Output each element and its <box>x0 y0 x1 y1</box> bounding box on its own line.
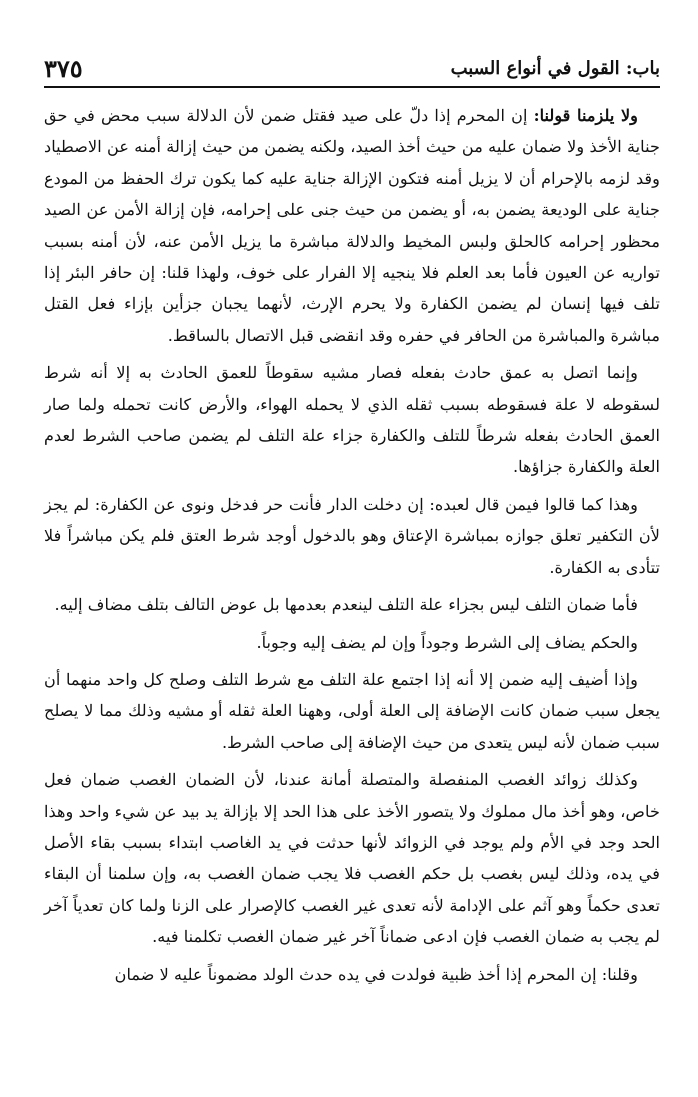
paragraph <box>44 764 660 952</box>
page-number: ٣٧٥ <box>44 54 83 83</box>
running-title: باب: القول في أنواع السبب <box>450 58 660 79</box>
paragraph-text: وهذا كما قالوا فيمن قال لعبده: إن دخلت الدار فأنت حر فدخل ونوى عن الكفارة: لم يجز لأن التكفير تعلق جوازه بمباشرة الإعتاق وهو بالدخول أوجد شرط العتق فلم يكن مباشراً فلا تتأدى به الكفارة. <box>44 494 660 577</box>
paragraph-text: وإنما اتصل به عمق حادث بفعله فصار مشيه سقوطاً للعمق الحادث به إلا أنه شرط لسقوطه لا علة فسقوطه بسبب ثقله الذي لا يحمله الهواء، والأرض كانت تحمله ولما صار العمق الحادث بفعله شرطاً للتلف والكفارة جزاء علة التلف لم يضمن صاحب الشرط لعدم العلة والكفارة جزاؤها. <box>44 363 660 477</box>
header-rule <box>44 86 660 88</box>
paragraph-text: والحكم يضاف إلى الشرط وجوداً وإن لم يضف إليه وجوباً. <box>256 632 638 652</box>
page-header <box>44 48 660 88</box>
book-page <box>44 48 660 1077</box>
body-text <box>44 100 660 990</box>
paragraph-text: وقلنا: إن المحرم إذا أخذ ظبية فولدت في يده حدث الولد مضموناً عليه لا ضمان <box>114 964 638 984</box>
paragraph <box>44 627 660 658</box>
paragraph-lead: ولا يلزمنا قولنا: <box>533 106 638 125</box>
paragraph <box>44 357 660 483</box>
paragraph-text: إن المحرم إذا دلّ على صيد فقتل ضمن لأن الدلالة سبب محض في حق جناية الأخذ ولا ضمان عليه من حيث أخذ الصيد، ولكنه يضمن من حيث إزالة أمنه عن الاصطياد وقد لزمه بالإحرام أن لا يزيل أمنه فتكون الإزالة جناية عليه كما يكون ترك الحفظ من المودع جناية على الوديعة يضمن به، أو يضمن من حيث جنى على إحرامه، فإن إزالة الأمن عن الصيد محظور إحرامه كالحلق ولبس المخيط والدلالة مباشرة ما يزيل الأمن عنه، لأن أمنه بسبب تواريه عن العيون فأما بعد العلم فلا ينجيه إلا الفرار على خوف، ولهذا قلنا: إن حافر البئر إذا تلف فيها إنسان لم يضمن الكفارة ولا يحرم الإرث، لأنهما يجبان جزأين بإزاء فعل القتل مباشرة والمباشرة من الحافر في حفره وقد انقضى قبل الاتصال بالساقط. <box>44 106 660 345</box>
paragraph <box>44 959 660 990</box>
paragraph <box>44 664 660 758</box>
paragraph-text: وكذلك زوائد الغصب المنفصلة والمتصلة أمانة عندنا، لأن الضمان الغصب ضمان فعل خاص، وهو أخذ مال مملوك ولا يتصور الأخذ على هذا الحد إلا بإزالة يد بيد عن شيء واحد وهذا الحد وجد في الأم ولم يوجد في الزوائد لأنها حدثت في يد الغاصب ابتداء بسبب بقاء الأصل في يده، وذلك ليس بغصب بل حكم الغصب فلا يجب ضمان الغصب به، وإن سلمنا أن البقاء تعدى حكماً وهو آثم على الإدامة لأنه تعدى غير الغصب كالإصرار على الزنا ولما كان تعدياً آخر لم يجب به ضمان الغصب فإن ادعى ضماناً آخر غير ضمان الغصب تكلمنا فيه. <box>44 770 660 947</box>
paragraph-text: وإذا أضيف إليه ضمن إلا أنه إذا اجتمع علة التلف مع شرط التلف وصلح كل واحد منهما أن يجعل سبب ضمان كانت الإضافة إلى العلة أولى، وههنا العلة ثقله أو مشيه وذلك مما لا يصلح سبب ضمان لأنه ليس يتعدى من حيث الإضافة إلى صاحب الشرط. <box>44 669 660 752</box>
paragraph-text: فأما ضمان التلف ليس بجزاء علة التلف لينعدم بعدمها بل عوض التالف بتلف مضاف إليه. <box>54 595 638 615</box>
paragraph <box>44 489 660 583</box>
paragraph <box>44 589 660 620</box>
paragraph <box>44 100 660 351</box>
